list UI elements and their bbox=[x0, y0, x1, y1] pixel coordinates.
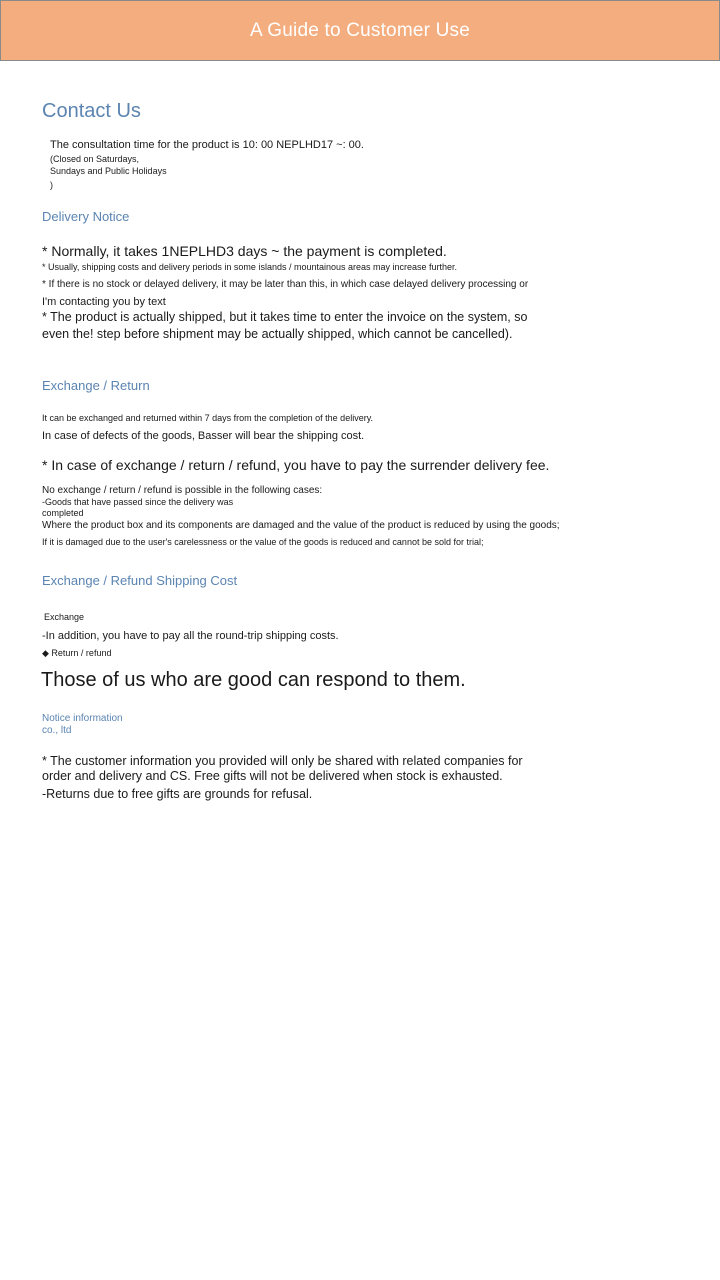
delivery-text-2: * Usually, shipping costs and delivery periods in some islands / mountainous areas may increase further. bbox=[42, 262, 458, 272]
notice-company: co., ltd bbox=[42, 725, 72, 736]
contact-hours-text: The consultation time for the product is 10: 00 NEPLHD17 ~: 00. bbox=[50, 139, 364, 151]
delivery-text-1: * Normally, it takes 1NEPLHD3 days ~ the payment is completed. bbox=[42, 243, 447, 259]
exchange-text-5: -Goods that have passed since the delivery was bbox=[42, 497, 234, 507]
delivery-text-5: * The product is actually shipped, but it takes time to enter the invoice on the system, so bbox=[42, 310, 528, 324]
shipping-respond-text: Those of us who are good can respond to them. bbox=[41, 669, 466, 691]
notice-heading: Notice information bbox=[42, 713, 123, 724]
contact-paren-text: ) bbox=[50, 180, 53, 190]
delivery-text-4: I'm contacting you by text bbox=[42, 296, 166, 308]
exchange-text-1: It can be exchanged and returned within 7 days from the completion of the delivery. bbox=[42, 413, 374, 423]
shipping-exchange-label: Exchange bbox=[44, 612, 85, 622]
exchange-heading: Exchange / Return bbox=[42, 378, 150, 393]
notice-text-3: -Returns due to free gifts are grounds for refusal. bbox=[42, 787, 313, 801]
exchange-text-7: Where the product box and its components are damaged and the value of the product is reduced by using the goods; bbox=[42, 520, 560, 531]
page-header bbox=[0, 0, 720, 61]
delivery-text-6: even the! step before shipment may be actually shipped, which cannot be cancelled). bbox=[42, 327, 513, 341]
page-title: A Guide to Customer Use bbox=[249, 19, 471, 41]
shipping-text-1: -In addition, you have to pay all the round-trip shipping costs. bbox=[42, 630, 339, 642]
contact-holidays-text: Sundays and Public Holidays bbox=[50, 166, 167, 176]
exchange-text-8: If it is damaged due to the user's carelessness or the value of the goods is reduced and cannot be sold for trial; bbox=[42, 537, 484, 547]
contact-heading: Contact Us bbox=[42, 100, 141, 122]
notice-text-1: * The customer information you provided will only be shared with related companies for bbox=[42, 754, 523, 768]
notice-text-2: order and delivery and CS. Free gifts will not be delivered when stock is exhausted. bbox=[42, 769, 503, 783]
exchange-text-3: * In case of exchange / return / refund, you have to pay the surrender delivery fee. bbox=[42, 457, 550, 473]
delivery-text-3: * If there is no stock or delayed delivery, it may be later than this, in which case delayed delivery processing or bbox=[42, 279, 529, 290]
exchange-text-4: No exchange / return / refund is possible in the following cases: bbox=[42, 485, 323, 496]
contact-closed-text: (Closed on Saturdays, bbox=[50, 154, 140, 164]
shipping-return-label: ◆ Return / refund bbox=[42, 648, 112, 658]
delivery-heading: Delivery Notice bbox=[42, 209, 130, 224]
exchange-text-6: completed bbox=[42, 508, 84, 518]
exchange-text-2: In case of defects of the goods, Basser will bear the shipping cost. bbox=[42, 430, 365, 442]
shipping-cost-heading: Exchange / Refund Shipping Cost bbox=[42, 573, 238, 588]
